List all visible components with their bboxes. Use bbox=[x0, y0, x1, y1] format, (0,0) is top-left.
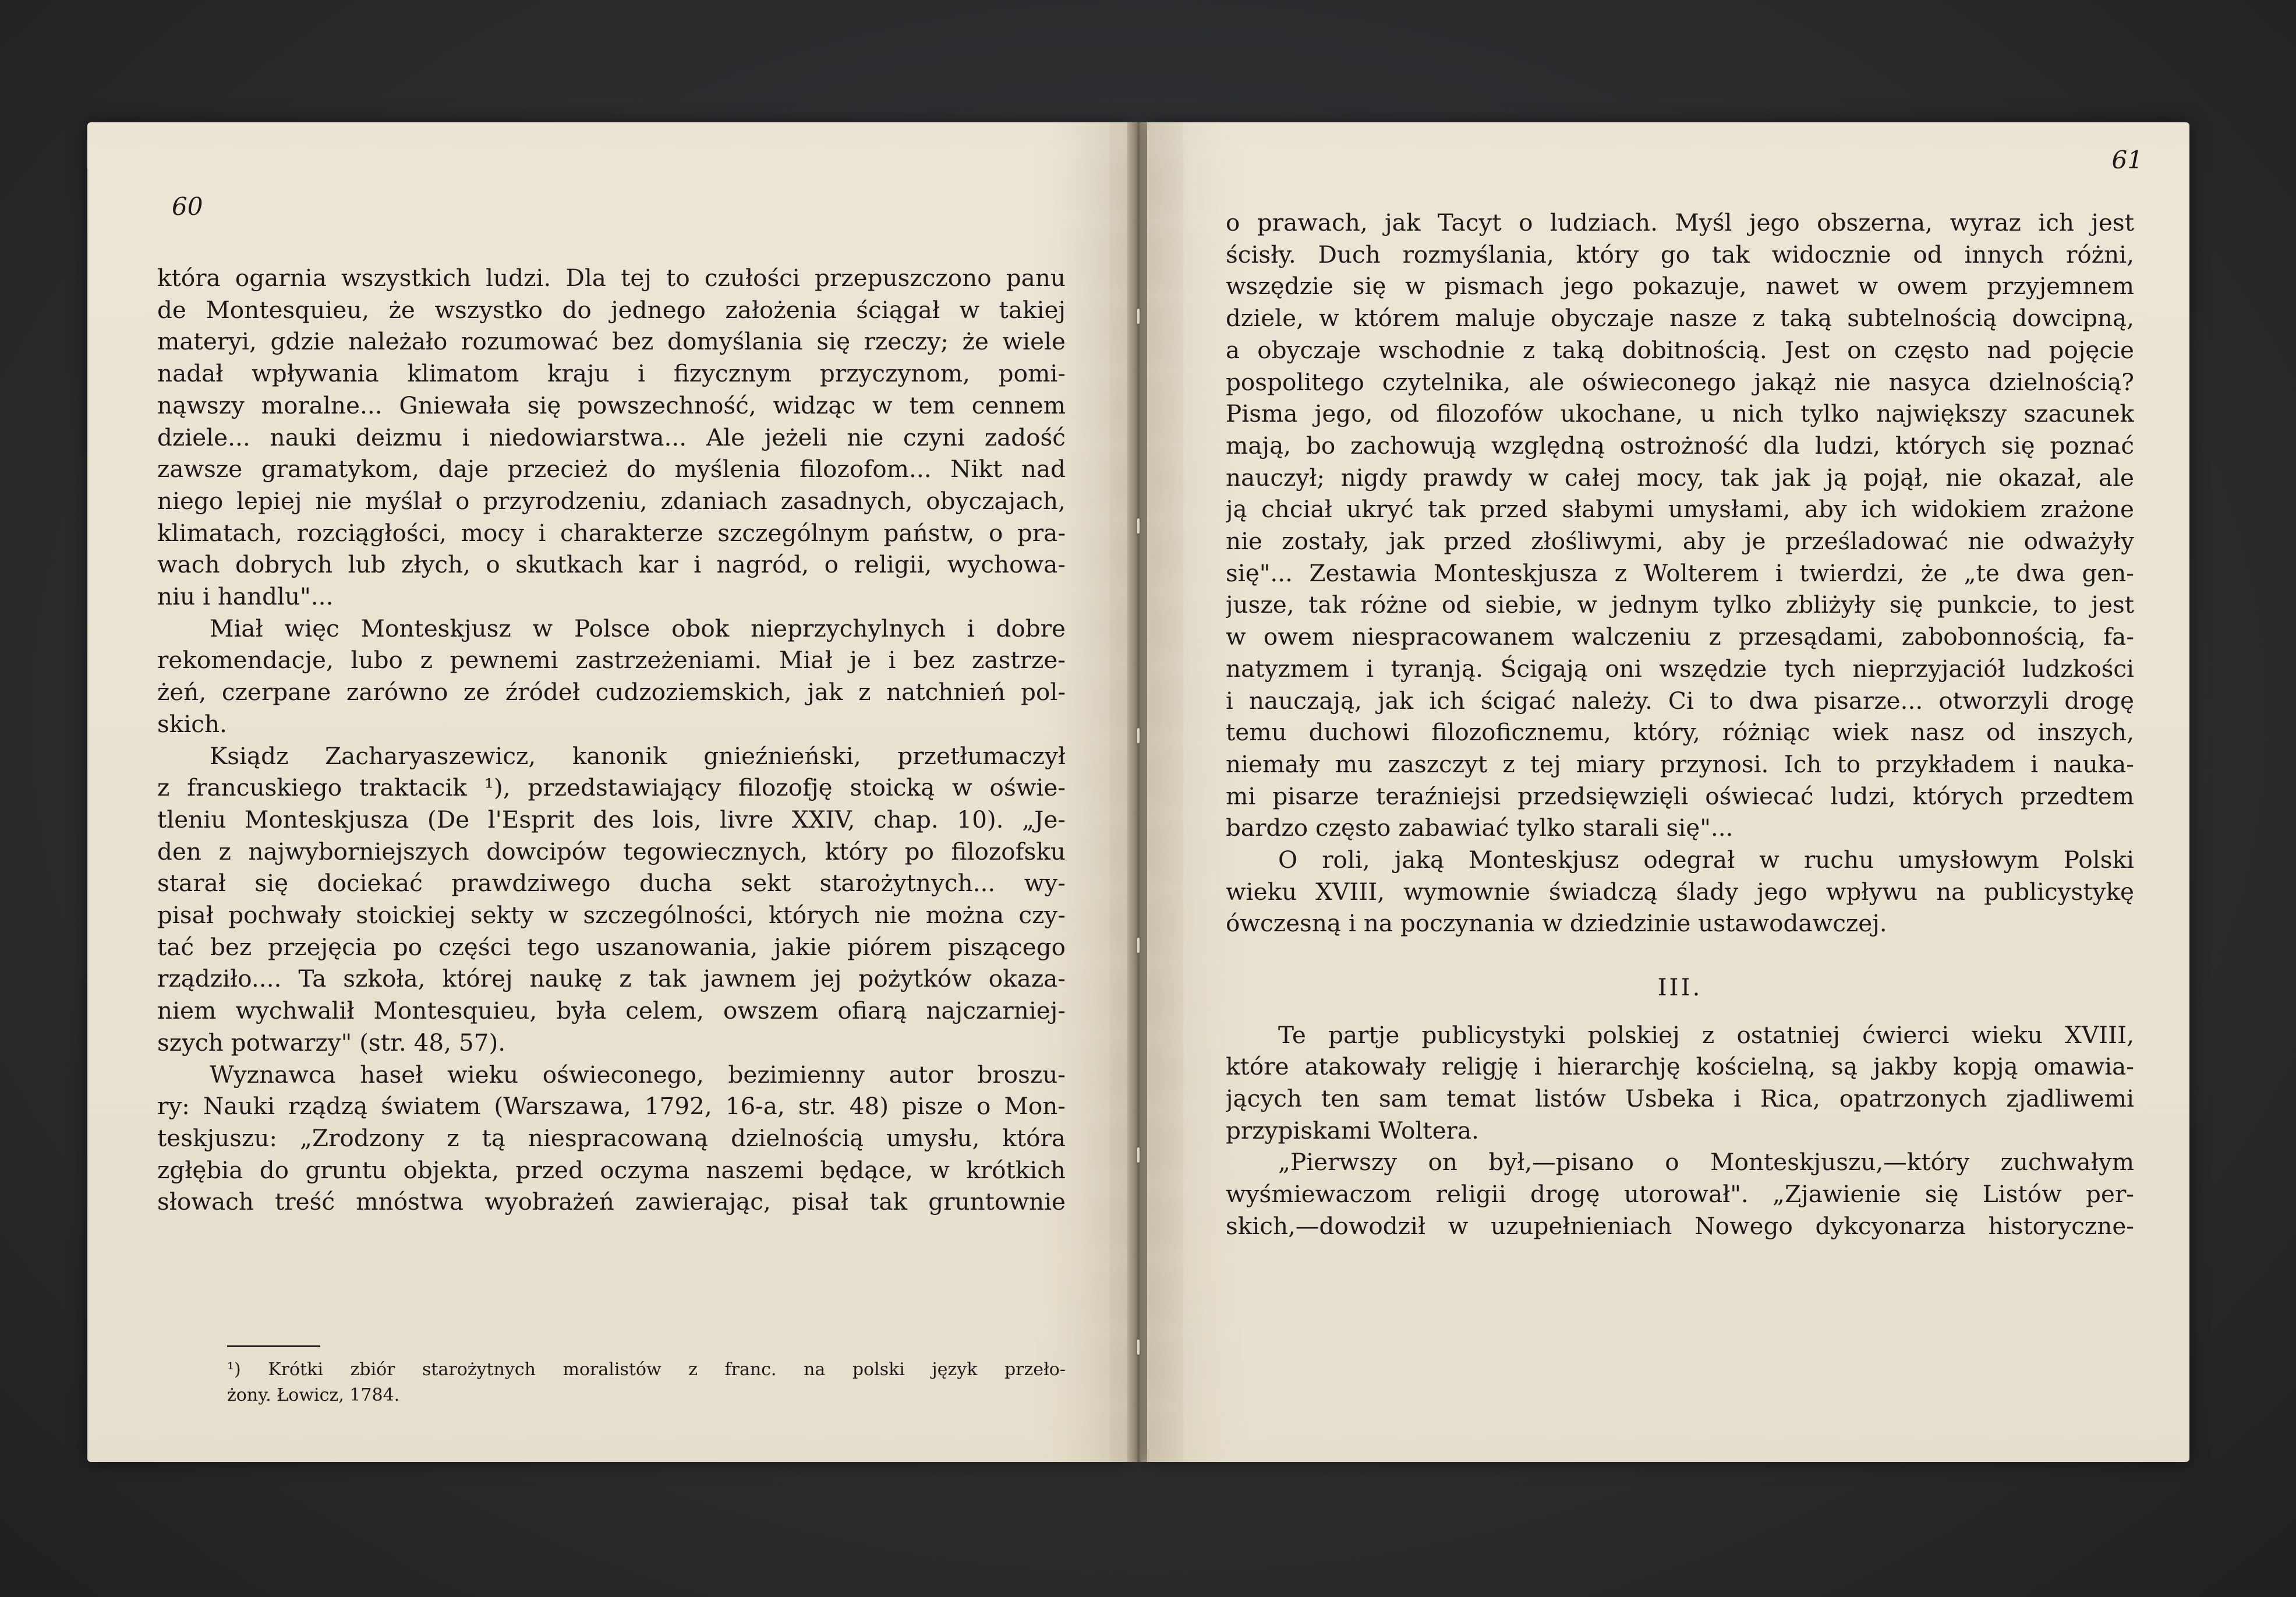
footnote-line: ¹) Krótki zbiór starożytnych moralistów z franc. na polski język przeło- bbox=[227, 1359, 1066, 1380]
section-heading: III. bbox=[1657, 973, 1703, 1001]
footnote-line: żony. Łowicz, 1784. bbox=[227, 1385, 400, 1405]
text-line: niem wychwalił Montesquieu, była celem, owszem ofiarą najczarniej- bbox=[157, 997, 1066, 1025]
text-line: wszędzie się w pismach jego pokazuje, nawet w owem przyjemnem bbox=[1226, 272, 2134, 301]
binding-stitch bbox=[1137, 1147, 1140, 1163]
text-line: która ogarnia wszystkich ludzi. Dla tej to czułości przepuszczono panu bbox=[157, 264, 1066, 292]
text-line: rekomendacje, lubo z pewnemi zastrzeżeniami. Miał je i bez zastrze- bbox=[157, 646, 1066, 674]
text-line: temu duchowi filozoficznemu, który, różniąc wiek nasz od inszych, bbox=[1226, 718, 2134, 747]
text-line: dziele, w którem maluje obyczaje nasze z taką subtelnością dowcipną, bbox=[1226, 304, 2134, 333]
text-line: pisał pochwały stoickiej sekty w szczególności, których nie można czy- bbox=[157, 901, 1066, 930]
page-edges bbox=[87, 169, 89, 1462]
text-line: o prawach, jak Tacyt o ludziach. Myśl jego obszerna, wyraz ich jest bbox=[1226, 209, 2134, 236]
binding-stitch bbox=[1137, 1340, 1140, 1355]
text-line: Pisma jego, od filozofów ukochane, u nich tylko największy szacunek bbox=[1226, 400, 2134, 428]
text-line: dziele... nauki deizmu i niedowiarstwa... Ale jeżeli nie czyni zadość bbox=[157, 423, 1066, 451]
left-page-body bbox=[157, 262, 1066, 1218]
text-line: klimatach, rozciągłości, mocy i charakterze szczególnym państw, o pra- bbox=[157, 518, 1066, 547]
binding-stitch bbox=[1137, 518, 1140, 533]
text-line: niemały mu zaszczyt z tej miary przynosi. Ich to przykładem i nauka- bbox=[1226, 750, 2134, 778]
footnote bbox=[227, 1357, 1066, 1408]
text-line: mają, bo zachowują względną ostrożność dla ludzi, których się poznać bbox=[1226, 431, 2134, 460]
text-line: jusze, tak różne od siebie, w jednym tylko zbliżyły się punkcie, to jest bbox=[1226, 591, 2134, 619]
text-line: den z najwyborniejszych dowcipów tegowiecznych, który po filozofsku bbox=[157, 837, 1066, 865]
text-line: niu i handlu"... bbox=[157, 582, 334, 611]
left-page-number: 60 bbox=[172, 192, 203, 221]
text-line: O roli, jaką Monteskjusz odegrał w ruchu umysłowym Polski bbox=[1278, 846, 2134, 874]
text-line: Wyznawca haseł wieku oświeconego, bezimienny autor broszu- bbox=[210, 1060, 1066, 1089]
footnote-rule bbox=[227, 1345, 320, 1347]
text-line: się"... Zestawia Monteskjusza z Wolterem i twierdzi, że „te dwa gen- bbox=[1226, 559, 2134, 587]
binding-stitch bbox=[1137, 309, 1140, 324]
text-line: skich,—dowodził w uzupełnieniach Nowego dykcyonarza historyczne- bbox=[1226, 1211, 2134, 1240]
text-line: z francuskiego traktacik ¹), przedstawiający filozofję stoicką w oświe- bbox=[157, 773, 1066, 802]
text-line: rządziło.... Ta szkoła, której naukę z tak jawnem jej pożytków okaza- bbox=[157, 964, 1066, 993]
text-line: słowach treść mnóstwa wyobrażeń zawierając, pisał tak gruntownie bbox=[157, 1188, 1066, 1216]
binding-stitch bbox=[1137, 728, 1140, 743]
text-line: ry: Nauki rządzą światem (Warszawa, 1792, 16-a, str. 48) pisze o Mon- bbox=[157, 1092, 1066, 1121]
text-line: nauczył; nigdy prawdy w całej mocy, tak jak ją pojął, nie okazał, ale bbox=[1226, 463, 2134, 492]
text-line: de Montesquieu, że wszystko do jednego założenia ściągał w takiej bbox=[157, 295, 1066, 324]
text-line: i nauczają, jak ich ścigać należy. Ci to dwa pisarze... otworzyli drogę bbox=[1226, 686, 2134, 715]
text-line: skich. bbox=[157, 709, 227, 738]
text-line: Miał więc Monteskjusz w Polsce obok nieprzychylnych i dobre bbox=[210, 614, 1066, 642]
text-line: szych potwarzy" (str. 48, 57). bbox=[157, 1028, 506, 1057]
text-line: teskjuszu: „Zrodzony z tą niespracowaną dzielnością umysłu, która bbox=[157, 1123, 1066, 1152]
text-line: nąwszy moralne... Gniewała się powszechność, widząc w tem cennem bbox=[157, 391, 1066, 419]
text-line: „Pierwszy on był,—pisano o Monteskjuszu,—który zuchwałym bbox=[1278, 1148, 2134, 1176]
right-page-body bbox=[1226, 207, 2134, 1242]
spacer bbox=[1226, 939, 2134, 971]
text-line: ścisły. Duch rozmyślania, który go tak widocznie od innych różni, bbox=[1226, 240, 2134, 268]
text-line: a obyczaje wschodnie z taką dobitnością. Jest on często nad pojęcie bbox=[1226, 335, 2134, 364]
text-line: Ksiądz Zacharyaszewicz, kanonik gnieźnieński, przetłumaczył bbox=[210, 741, 1066, 770]
text-line: ją chciał ukryć tak przed słabymi umysłami, aby ich widokiem zrażone bbox=[1226, 495, 2134, 524]
right-page bbox=[1147, 122, 2189, 1462]
text-line: tać bez przejęcia po części tego uszanowania, jakie piórem piszącego bbox=[157, 932, 1066, 961]
text-line: starał się dociekać prawdziwego ducha sekt starożytnych... wy- bbox=[157, 869, 1066, 898]
text-line: jących ten sam temat listów Usbeka i Rica, opatrzonych zjadliwemi bbox=[1226, 1084, 2134, 1112]
text-line: pospolitego czytelnika, ale oświeconego jakąż nie nasyca dzielnością? bbox=[1226, 368, 2134, 396]
text-line: wach dobrych lub złych, o skutkach kar i nagród, o religii, wychowa- bbox=[157, 550, 1066, 579]
binding-stitch bbox=[1137, 938, 1140, 953]
text-line: zgłębia do gruntu objekta, przed oczyma naszemi będące, w krótkich bbox=[157, 1156, 1066, 1184]
text-line: wieku XVIII, wymownie świadczą ślady jego wpływu na publicystykę bbox=[1226, 877, 2134, 906]
text-line: materyi, gdzie należało rozumować bez domyślania się rzeczy; że wiele bbox=[157, 327, 1066, 356]
text-line: które atakowały religję i hierarchję kościelną, są jakby kopją omawia- bbox=[1226, 1052, 2134, 1081]
text-line: w owem niespracowanem walczeniu z przesądami, zabobonnością, fa- bbox=[1226, 623, 2134, 651]
text-line: mi pisarze teraźniejsi przedsięwzięli oświecać ludzi, których przedtem bbox=[1226, 782, 2134, 810]
left-page bbox=[87, 122, 1130, 1462]
text-line: przypiskami Woltera. bbox=[1226, 1116, 1479, 1144]
text-line: tleniu Monteskjusza (De l'Esprit des lois, livre XXIV, chap. 10). „Je- bbox=[157, 805, 1066, 833]
text-line: natyzmem i tyranją. Ścigają oni wszędzie tych nieprzyjaciół ludzkości bbox=[1226, 654, 2134, 683]
text-line: nadał wpływania klimatom kraju i fizycznym przyczynom, pomi- bbox=[157, 359, 1066, 388]
text-line: wyśmiewaczom religii drogę utorował". „Zjawienie się Listów per- bbox=[1226, 1180, 2134, 1209]
text-line: zawsze gramatykom, daje przecież do myślenia filozofom... Nikt nad bbox=[157, 455, 1066, 483]
right-page-number: 61 bbox=[2111, 146, 2143, 174]
text-line: nie zostały, jak przed złośliwymi, aby je prześladować nie odważyły bbox=[1226, 527, 2134, 556]
text-line: żeń, czerpane zarówno ze źródeł cudzoziemskich, jak z natchnień pol- bbox=[157, 678, 1066, 706]
spacer bbox=[1226, 1004, 2134, 1019]
text-line: ówczesną i na poczynania w dziedzinie ustawodawczej. bbox=[1226, 909, 1887, 938]
text-line: niego lepiej nie myślał o przyrodzeniu, zdaniach zasadnych, obyczajach, bbox=[157, 486, 1066, 515]
open-book bbox=[87, 87, 2189, 1497]
text-line: Te partje publicystyki polskiej z ostatniej ćwierci wieku XVIII, bbox=[1278, 1020, 2134, 1049]
text-line: bardzo często zabawiać tylko starali się"... bbox=[1226, 814, 1734, 842]
